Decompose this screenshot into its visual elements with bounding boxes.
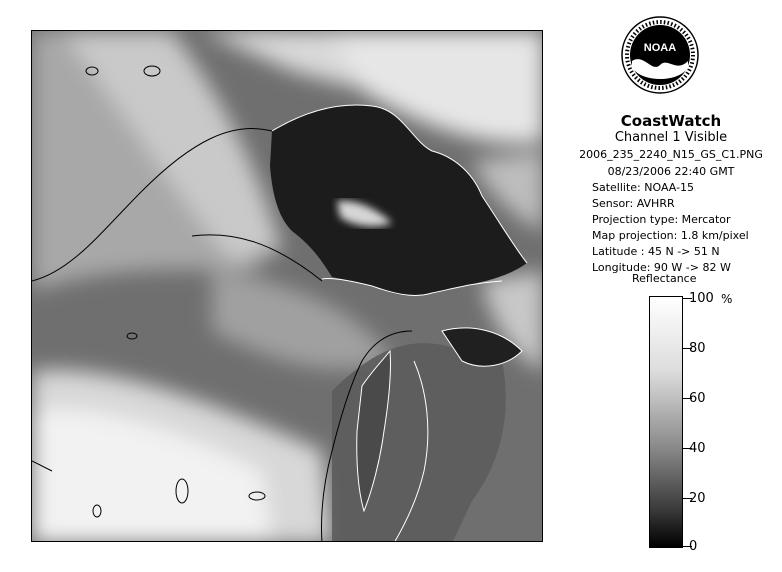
colorbar-unit: % (721, 292, 733, 306)
colorbar-tick-label: 0 (689, 539, 698, 554)
map-projection-info: Map projection: 1.8 km/pixel (592, 229, 749, 242)
product-title: CoastWatch (620, 112, 722, 130)
channel-name: Channel 1 Visible (614, 130, 728, 145)
colorbar-title: Reflectance (632, 272, 697, 285)
colorbar-tick-label: 100 (689, 291, 714, 306)
satellite-imagery-svg (32, 31, 543, 542)
sensor-info: Sensor: AVHRR (592, 197, 675, 210)
colorbar-tick-label: 80 (689, 341, 706, 356)
noaa-seal-icon (620, 15, 700, 95)
colorbar-tick-label: 60 (689, 391, 706, 406)
colorbar-tick-label: 20 (689, 491, 706, 506)
colorbar-tick-label: 40 (689, 441, 706, 456)
file-name: 2006_235_2240_N15_GS_C1.PNG (579, 148, 763, 161)
noaa-logo-text: NOAA (643, 42, 677, 54)
longitude-info: Longitude: 90 W -> 82 W (592, 261, 731, 274)
noaa-logo (620, 15, 700, 95)
acquisition-datetime: 08/23/2006 22:40 GMT (607, 165, 735, 178)
satellite-info: Satellite: NOAA-15 (592, 181, 695, 194)
satellite-image (31, 30, 543, 542)
reflectance-colorbar (649, 296, 683, 548)
latitude-info: Latitude : 45 N -> 51 N (592, 245, 720, 258)
projection-type-info: Projection type: Mercator (592, 213, 731, 226)
